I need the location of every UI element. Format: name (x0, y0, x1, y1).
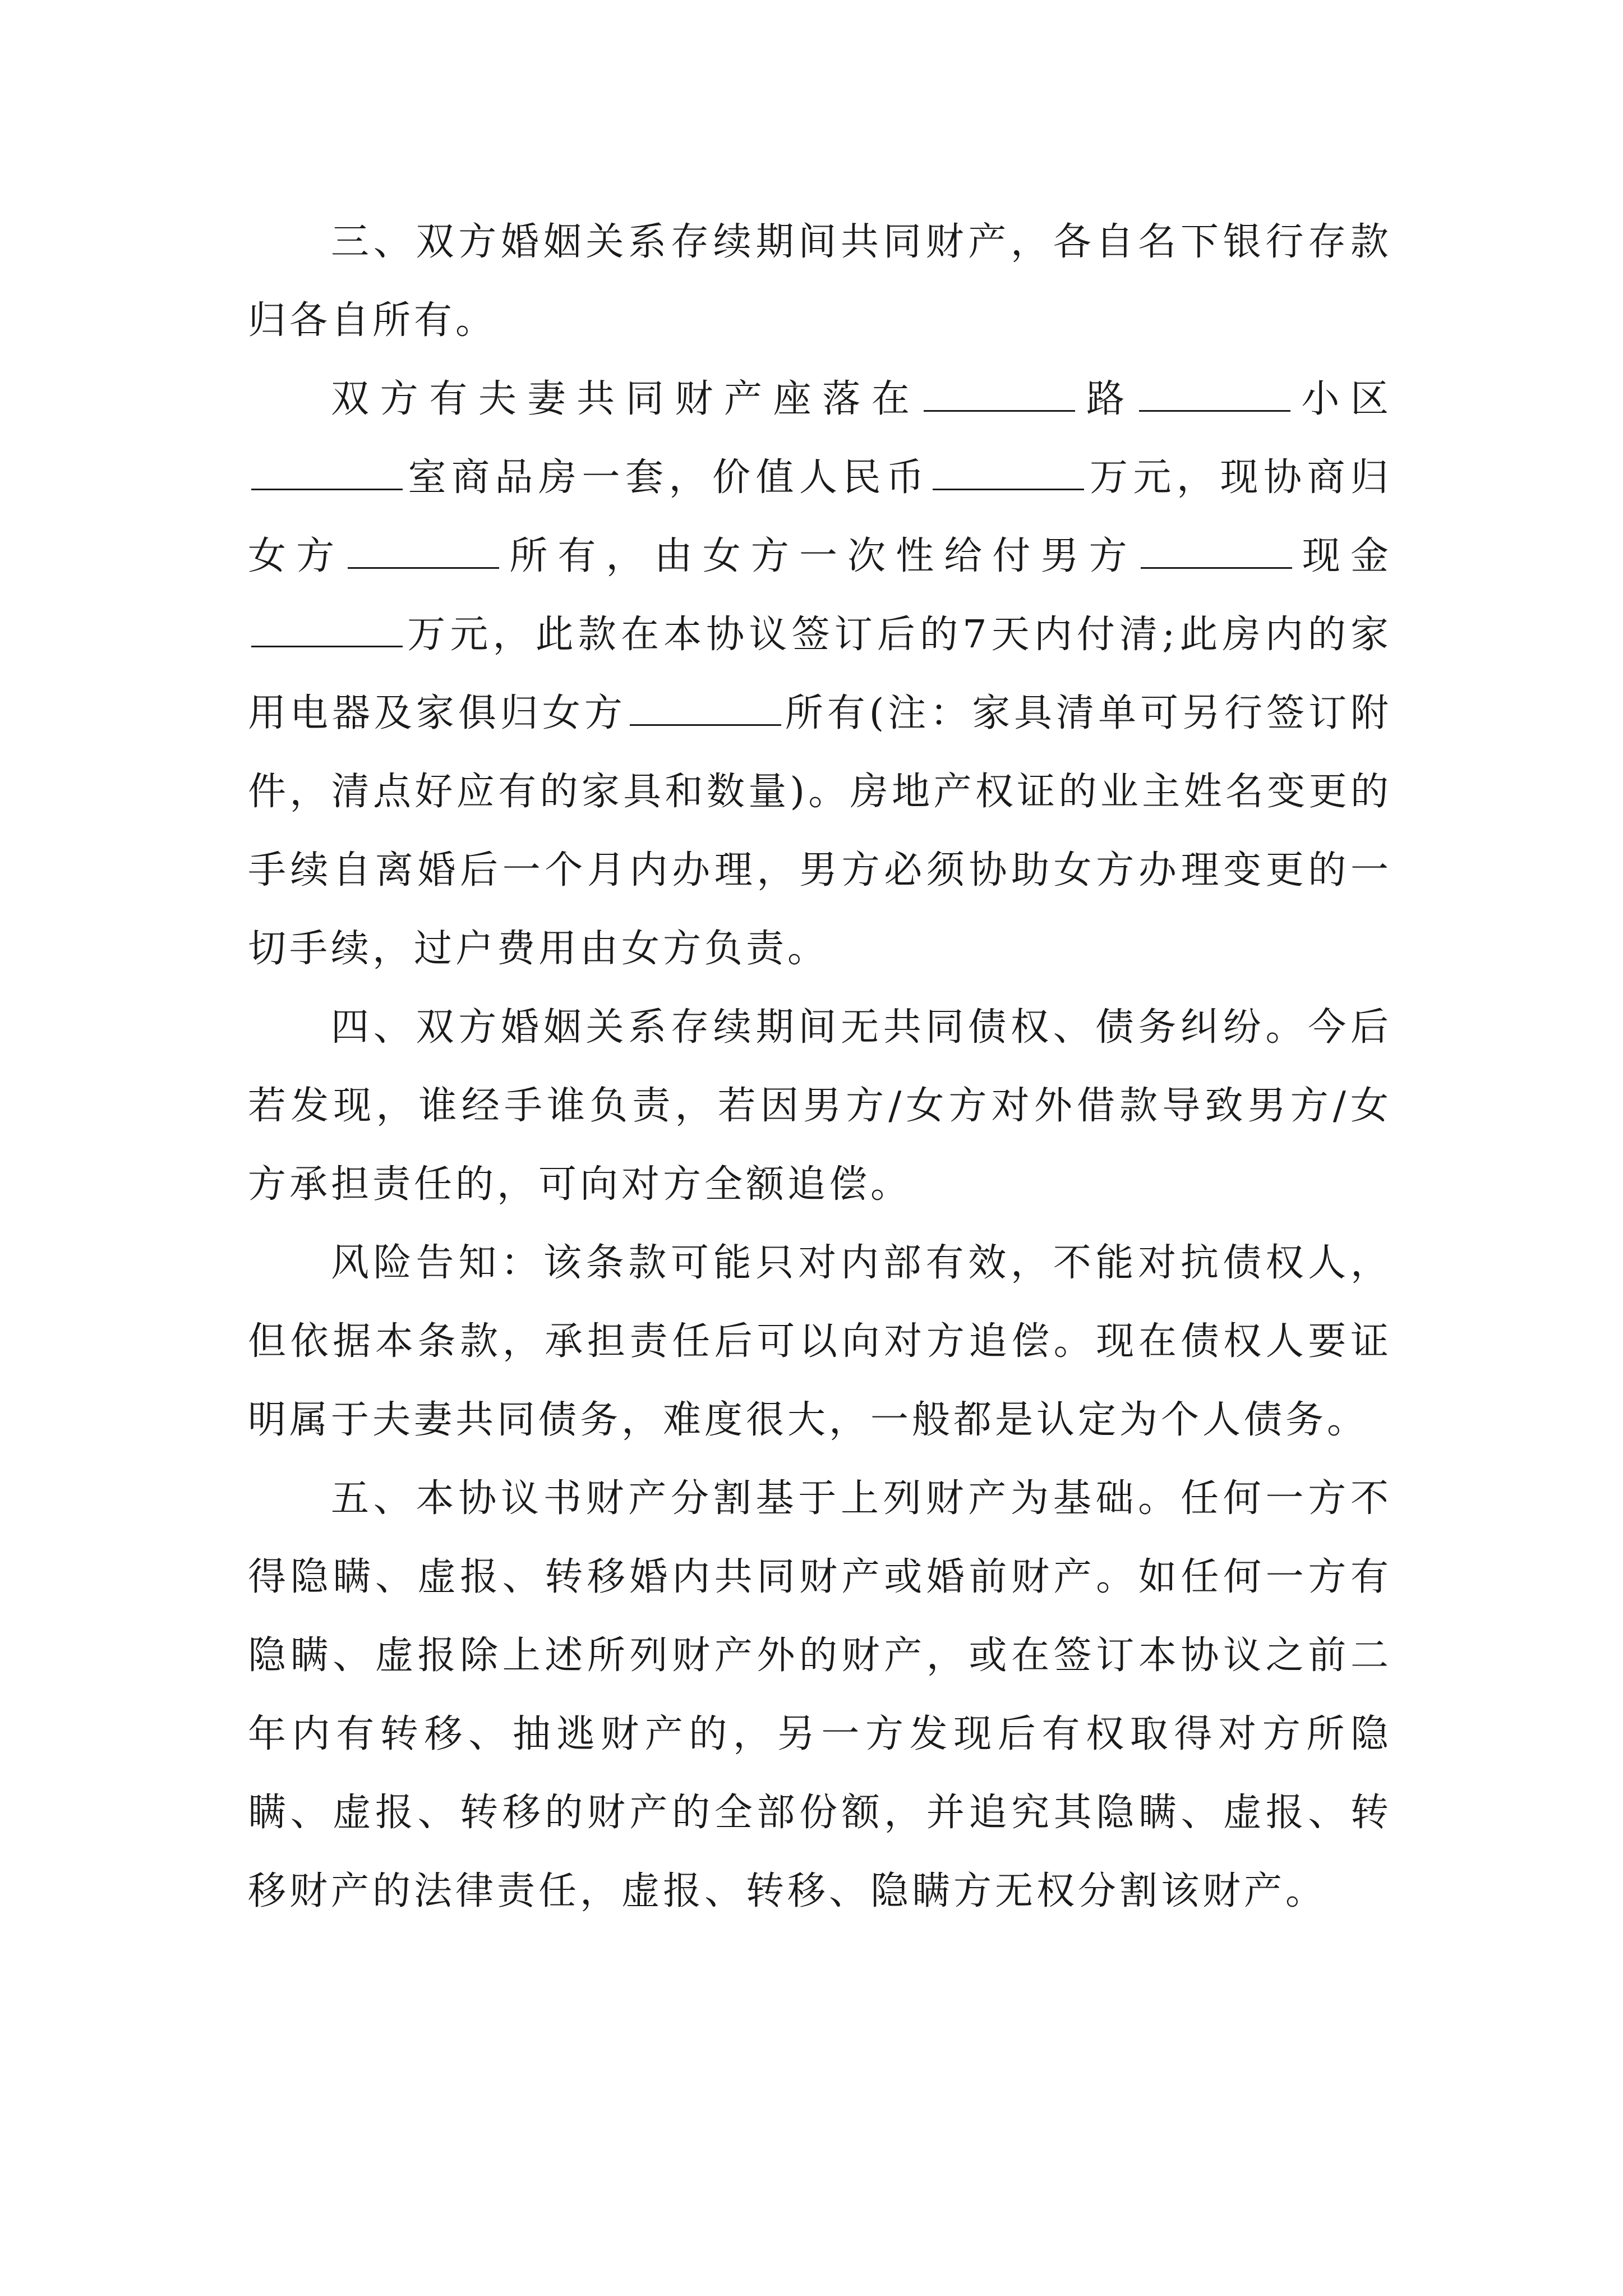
risk-notice-paragraph (248, 1224, 1392, 1460)
fill-blank-cash-amount (251, 613, 403, 647)
clause-four-text: 四、双方婚姻关系存续期间无共同债权、债务纠纷。今后若发现，谁经手谁负责，若因男方/女方对外借款导致男方/女方承担责任的，可向对方全额追偿。 (248, 1005, 1392, 1207)
property-text-room-value: 室商品房一套，价值人民币 (406, 455, 930, 500)
property-text-road: 路 (1078, 377, 1136, 421)
clause-five-paragraph (248, 1460, 1392, 1931)
property-text-payment: 所有，由女方一次性给付男方 (502, 534, 1137, 578)
clause-five-text: 五、本协议书财产分割基于上列财产为基础。任何一方不得隐瞒、虚报、转移婚内共同财产或婚前财产。如任何一方有隐瞒、虚报除上述所列财产外的财产，或在签订本协议之前二年内有转移、抽逃财产的，另一方发现后有权取得对方所隐瞒、虚报、转移的财产的全部份额，并追究其隐瞒、虚报、转移财产的法律责任，虚报、转移、隐瞒方无权分割该财产。 (248, 1476, 1392, 1913)
fill-blank-value (933, 456, 1084, 490)
property-text-ownership: 万元，现协商归女方 (248, 455, 1392, 578)
clause-four-paragraph (248, 988, 1392, 1224)
fill-blank-community (1139, 378, 1290, 412)
property-paragraph (248, 360, 1392, 988)
clause-three-text: 三、双方婚姻关系存续期间共同财产，各自名下银行存款归各自所有。 (248, 220, 1392, 343)
fill-blank-payee-male (1141, 535, 1292, 569)
fill-blank-road (924, 378, 1075, 412)
clause-three-paragraph (248, 203, 1392, 360)
risk-notice-text: 风险告知：该条款可能只对内部有效，不能对抗债权人，但依据本条款，承担责任后可以向对方追偿。现在债权人要证明属于夫妻共同债务，难度很大，一般都是认定为个人债务。 (248, 1241, 1392, 1442)
fill-blank-owner-female (348, 535, 499, 569)
document-body (248, 203, 1392, 1931)
property-text-cash: 现金 (1295, 534, 1392, 578)
property-text-furniture: 万元，此款在本协议签订后的7天内付清;此房内的家用电器及家俱归女方 (248, 613, 1392, 735)
property-text-transfer: 所有(注：家具清单可另行签订附件，清点好应有的家具和数量)。房地产权证的业主姓名变更的手续自离婚后一个月内办理，男方必须协助女方办理变更的一切手续，过户费用由女方负责。 (248, 691, 1392, 971)
property-text-location-lead: 双方有夫妻共同财产座落在 (331, 377, 921, 421)
fill-blank-room (251, 456, 403, 490)
property-text-community: 小区 (1293, 377, 1392, 421)
fill-blank-furniture-owner (630, 692, 781, 726)
